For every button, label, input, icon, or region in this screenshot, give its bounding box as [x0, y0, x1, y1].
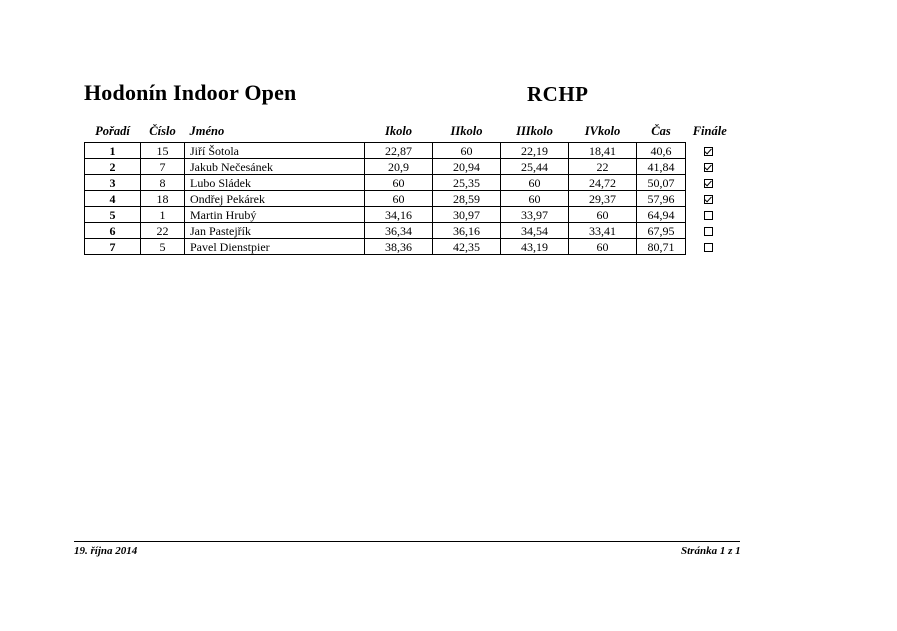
cell-round1: 60	[365, 191, 433, 207]
cell-time: 41,84	[637, 159, 686, 175]
cell-number: 18	[141, 191, 185, 207]
footer-page-number: Stránka 1 z 1	[681, 545, 741, 557]
cell-rank: 6	[85, 223, 141, 239]
cell-number: 8	[141, 175, 185, 191]
cell-time: 40,6	[637, 143, 686, 159]
table-row	[85, 175, 732, 191]
final-checkbox[interactable]	[704, 195, 713, 204]
cell-number: 7	[141, 159, 185, 175]
cell-final	[686, 191, 732, 207]
cell-final	[686, 143, 732, 159]
results-table-container	[84, 124, 811, 255]
cell-rank: 1	[85, 143, 141, 159]
column-header-name: Jméno	[189, 124, 225, 138]
cell-name: Jan Pastejřík	[185, 223, 365, 239]
cell-rank: 7	[85, 239, 141, 255]
table-row	[85, 143, 732, 159]
cell-round2: 25,35	[433, 175, 501, 191]
cell-final	[686, 159, 732, 175]
cell-name: Martin Hrubý	[185, 207, 365, 223]
cell-name: Lubo Sládek	[185, 175, 365, 191]
cell-round4: 33,41	[569, 223, 637, 239]
cell-round3: 34,54	[501, 223, 569, 239]
cell-number: 22	[141, 223, 185, 239]
cell-time: 64,94	[637, 207, 686, 223]
column-header-round1: Ikolo	[384, 124, 413, 138]
cell-number: 5	[141, 239, 185, 255]
cell-round1: 34,16	[365, 207, 433, 223]
table-body	[85, 143, 732, 255]
cell-time: 80,71	[637, 239, 686, 255]
results-table	[84, 124, 732, 255]
table-row	[85, 159, 732, 175]
cell-name: Ondřej Pekárek	[185, 191, 365, 207]
column-header-final: Finále	[692, 124, 727, 139]
cell-round4: 60	[569, 207, 637, 223]
cell-round4: 60	[569, 239, 637, 255]
cell-round3: 43,19	[501, 239, 569, 255]
cell-round3: 22,19	[501, 143, 569, 159]
column-header-number: Číslo	[149, 124, 176, 138]
column-header-round4: IVkolo	[584, 124, 621, 138]
cell-number: 15	[141, 143, 185, 159]
footer-date: 19. října 2014	[74, 545, 138, 557]
table-row	[85, 239, 732, 255]
cell-round4: 29,37	[569, 191, 637, 207]
cell-round2: 42,35	[433, 239, 501, 255]
cell-final	[686, 207, 732, 223]
cell-round1: 22,87	[365, 143, 433, 159]
column-header-rank: Pořadí	[95, 124, 130, 138]
column-header-round3: IIIkolo	[516, 124, 553, 138]
cell-round2: 20,94	[433, 159, 501, 175]
cell-time: 67,95	[637, 223, 686, 239]
cell-rank: 2	[85, 159, 141, 175]
final-checkbox[interactable]	[704, 243, 713, 252]
footer-divider	[74, 541, 740, 542]
cell-round1: 36,34	[365, 223, 433, 239]
cell-rank: 3	[85, 175, 141, 191]
table-row	[85, 207, 732, 223]
cell-name: Pavel Dienstpier	[185, 239, 365, 255]
cell-round2: 36,16	[433, 223, 501, 239]
cell-final	[686, 223, 732, 239]
cell-round4: 22	[569, 159, 637, 175]
cell-time: 50,07	[637, 175, 686, 191]
table-header-row	[85, 124, 732, 143]
cell-round4: 18,41	[569, 143, 637, 159]
cell-round4: 24,72	[569, 175, 637, 191]
cell-round2: 60	[433, 143, 501, 159]
final-checkbox[interactable]	[704, 227, 713, 236]
cell-round3: 60	[501, 191, 569, 207]
cell-round1: 60	[365, 175, 433, 191]
cell-round3: 33,97	[501, 207, 569, 223]
final-checkbox[interactable]	[704, 147, 713, 156]
cell-round3: 25,44	[501, 159, 569, 175]
cell-name: Jakub Nečesánek	[185, 159, 365, 175]
cell-name: Jiří Šotola	[185, 143, 365, 159]
cell-final	[686, 175, 732, 191]
cell-round1: 20,9	[365, 159, 433, 175]
column-header-time: Čas	[651, 124, 671, 138]
table-row	[85, 191, 732, 207]
page-subtitle: RCHP	[527, 82, 589, 106]
cell-final	[686, 239, 732, 255]
final-checkbox[interactable]	[704, 163, 713, 172]
final-checkbox[interactable]	[704, 179, 713, 188]
page-title: Hodonín Indoor Open	[84, 80, 297, 105]
table-row	[85, 223, 732, 239]
column-header-round2: IIkolo	[450, 124, 483, 138]
cell-rank: 5	[85, 207, 141, 223]
cell-time: 57,96	[637, 191, 686, 207]
cell-number: 1	[141, 207, 185, 223]
cell-round3: 60	[501, 175, 569, 191]
cell-round2: 30,97	[433, 207, 501, 223]
cell-round2: 28,59	[433, 191, 501, 207]
cell-rank: 4	[85, 191, 141, 207]
cell-round1: 38,36	[365, 239, 433, 255]
final-checkbox[interactable]	[704, 211, 713, 220]
